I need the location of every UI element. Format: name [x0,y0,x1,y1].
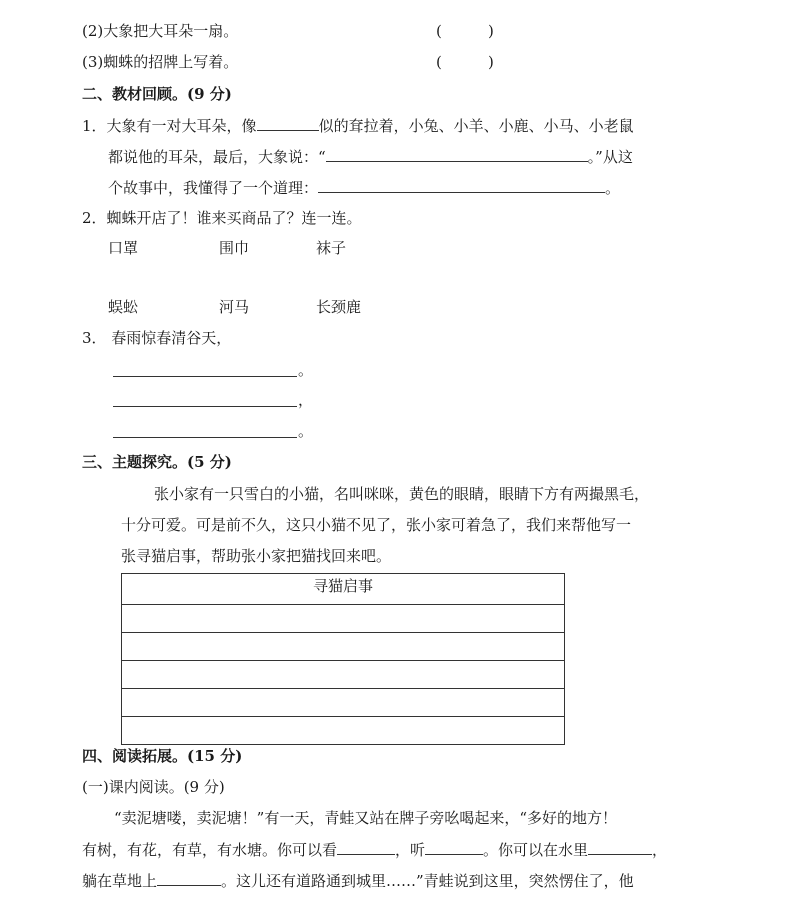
passage-line [82,870,634,891]
question-text: 都说他的耳朵，最后，大象说：“ [108,148,326,166]
lost-cat-notice-table [121,573,565,745]
line-end-punct: ， [298,391,314,409]
fill-blank[interactable] [157,870,221,886]
question-number: 1． [82,117,107,135]
table-title: 寻猫启事 [312,577,373,595]
table-row-divider [122,660,564,661]
question-2-2: 2．蜘蛛开店了！谁来买商品了？连一连。 [82,209,362,227]
matching-item-animal[interactable]: 蜈蚣 [108,298,139,316]
line-end-punct: 。 [298,361,314,379]
passage-text: 。你可以在水里 [483,841,589,859]
answer-line[interactable] [113,376,297,377]
section-2-heading: 二、教材回顾。(9 分) [82,85,232,103]
question-text: 似的耷拉着，小兔、小羊、小鹿、小马、小老鼠 [318,117,634,135]
table-row-divider [122,632,564,633]
fill-blank[interactable] [588,839,652,855]
question-2-1-line-1 [82,115,634,136]
question-1-2: (2)大象把大耳朵一扇。 [82,22,239,40]
passage-line: 张小家有一只雪白的小猫，名叫咪咪，黄色的眼睛，眼睛下方有两撮黑毛， [154,485,650,503]
matching-item-animal[interactable]: 河马 [219,298,250,316]
passage-text: ，听 [395,841,426,859]
section-3-heading: 三、主题探究。(5 分) [82,453,232,471]
matching-item-animal[interactable]: 长颈鹿 [316,298,362,316]
matching-item-goods[interactable]: 口罩 [108,239,139,257]
question-2-3: 3． 春雨惊春清谷天， [82,329,232,347]
fill-blank[interactable] [318,177,605,193]
answer-line[interactable] [113,406,297,407]
fill-blank[interactable] [257,115,319,131]
passage-line [82,839,667,860]
subsection-heading: (一)课内阅读。(9 分) [82,778,225,796]
answer-paren-close-1: ) [488,22,494,40]
fill-blank[interactable] [326,146,588,162]
passage-line: “卖泥塘喽，卖泥塘！”有一天，青蛙又站在牌子旁吆喝起来，“多好的地方！ [114,809,618,827]
section-4-heading: 四、阅读拓展。(15 分) [82,747,243,765]
matching-item-goods[interactable]: 袜子 [316,239,347,257]
question-text: 。 [605,179,621,197]
fill-blank[interactable] [425,839,483,855]
answer-line[interactable] [113,437,297,438]
passage-text: 有树，有花，有草，有水塘。你可以看 [82,841,338,859]
question-text: 。”从这 [587,148,633,166]
question-2-1-line-3 [108,177,620,198]
passage-text: 。这儿还有道路通到城里……”青蛙说到这里，突然愣住了，他 [221,872,634,890]
table-row-divider [122,604,564,605]
answer-paren-open-2: ( [436,53,442,71]
answer-paren-open-1: ( [436,22,442,40]
passage-text: ， [652,841,668,859]
question-text: 个故事中，我懂得了一个道理： [108,179,319,197]
passage-line: 张寻猫启事，帮助张小家把猫找回来吧。 [121,547,392,565]
table-row-divider [122,688,564,689]
passage-line: 十分可爱。可是前不久，这只小猫不见了，张小家可着急了，我们来帮他写一 [121,516,632,534]
line-end-punct: 。 [298,422,314,440]
question-2-1-line-2 [108,146,633,167]
table-row-divider [122,716,564,717]
answer-paren-close-2: ) [488,53,494,71]
matching-item-goods[interactable]: 围巾 [219,239,250,257]
question-1-3: (3)蜘蛛的招牌上写着。 [82,53,239,71]
question-text: 大象有一对大耳朵，像 [106,117,257,135]
passage-text: 躺在草地上 [82,872,158,890]
fill-blank[interactable] [337,839,395,855]
